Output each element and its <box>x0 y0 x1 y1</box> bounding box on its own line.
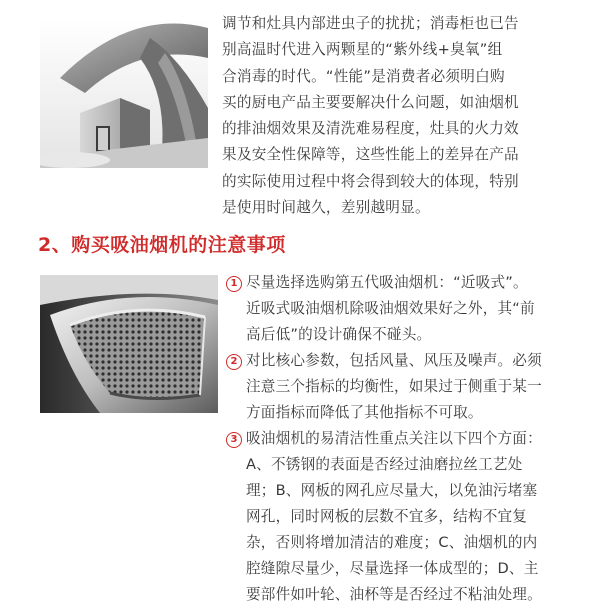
tip-3-line: 网孔，同时网板的层数不宜多，结构不宜复 <box>246 508 528 525</box>
range-hood-illustration <box>40 275 218 413</box>
tip-number-badge: 2 <box>226 354 242 370</box>
tip-3-line: 腔缝隙尽量少，尽量选择一体成型的；D、主 <box>246 560 539 577</box>
intro-line: 别高温时代进入两颗星的“紫外线+臭氧”组 <box>222 41 503 59</box>
tip-2-line: 方面指标而降低了其他指标不可取。 <box>246 404 483 421</box>
tip-number-badge: 3 <box>226 432 242 448</box>
tip-3-line: 杂，否则将增加清洁的难度；C、油烟机的内 <box>246 534 538 551</box>
intro-line: 果及安全性保障等，这些性能上的差异在产品 <box>222 146 519 164</box>
section-heading: 2、购买吸油烟机的注意事项 <box>38 234 286 256</box>
tip-3-line: 理；B、网板的网孔应尽量大，以免油污堵塞 <box>246 482 538 499</box>
tip-3-line: 吸油烟机的易清洁性重点关注以下四个方面： <box>246 430 542 447</box>
intro-line: 是使用时间越久，差别越明显。 <box>222 199 430 217</box>
intro-line: 合消毒的时代。“性能”是消费者必须明白购 <box>222 67 505 85</box>
tip-2-line: 注意三个指标的均衡性，如果过于侧重于某一 <box>246 378 542 395</box>
tip-number-badge: 1 <box>226 276 242 292</box>
intro-paragraph <box>222 11 582 221</box>
intro-line: 的实际使用过程中将会得到较大的体现，特别 <box>222 172 519 190</box>
tip-1-line: 近吸式吸油烟机除吸油烟效果好之外，其“前 <box>246 300 535 317</box>
tip-3-line: 要部件如叶轮、油杯等是否经过不粘油处理。 <box>246 586 542 603</box>
tip-1-line: 尽量选择选购第五代吸油烟机：“近吸式”。 <box>246 274 528 291</box>
intro-line: 买的厨电产品主要要解决什么问题，如油烟机 <box>222 93 519 111</box>
tip-2-line: 对比核心参数，包括风量、风压及噪声。必须 <box>246 352 542 369</box>
range-hood-photo <box>40 275 218 413</box>
tip-3-line: A、不锈钢的表面是否经过油磨拉丝工艺处 <box>246 456 523 473</box>
intro-line: 调节和灶具内部进虫子的扰扰；消毒柜也已告 <box>222 15 519 32</box>
architecture-illustration <box>40 18 208 168</box>
intro-line: 的排油烟效果及清洗难易程度，灶具的火力效 <box>222 120 519 138</box>
tip-1-line: 高后低”的设计确保不碰头。 <box>246 326 432 343</box>
architecture-photo <box>40 18 208 168</box>
